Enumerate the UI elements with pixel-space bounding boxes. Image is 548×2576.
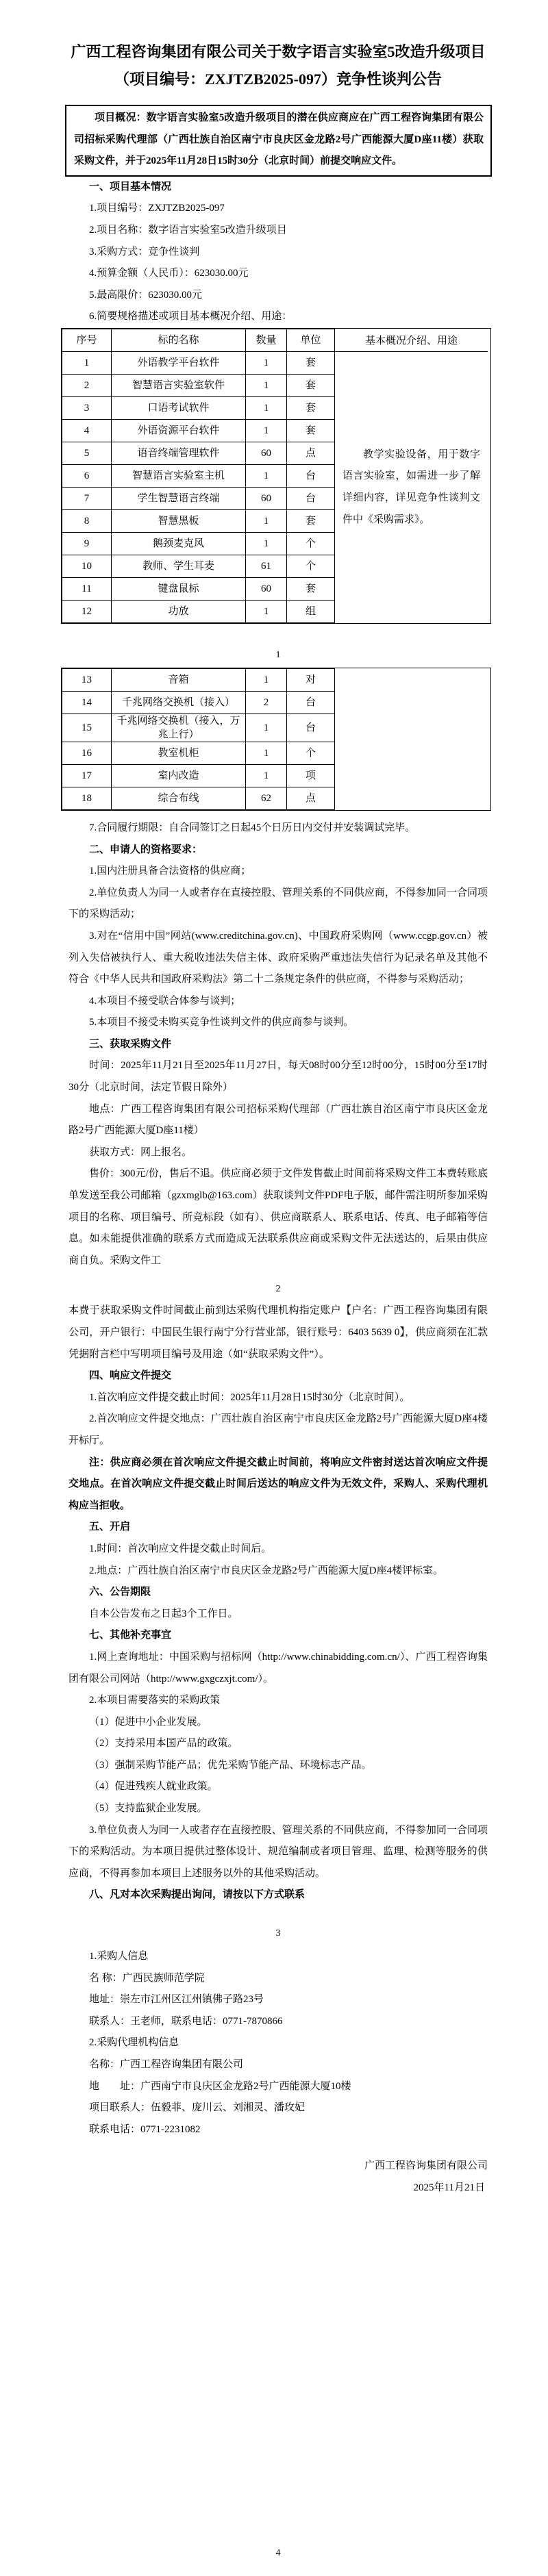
paragraph-text: 1.首次响应文件提交截止时间：2025年11月28日15时30分（北京时间）。 <box>89 1391 410 1403</box>
cell-qty: 60 <box>246 442 287 464</box>
cell-name: 音箱 <box>112 668 246 691</box>
paragraph <box>68 1300 488 1365</box>
paragraph-text: 2.本项目需要落实的采购政策 <box>89 1695 221 1706</box>
paragraph <box>68 2011 488 2033</box>
col-header-name: 标的名称 <box>112 329 246 351</box>
cell-unit: 个 <box>287 742 335 764</box>
cell-qty: 62 <box>246 787 287 809</box>
paragraph-text: 六、公告期限 <box>89 1587 151 1598</box>
table-row <box>62 442 335 464</box>
paragraph <box>68 1539 488 1561</box>
paragraph <box>68 242 488 264</box>
cell-name: 千兆网络交换机（接入，万兆上行） <box>112 714 246 742</box>
paragraph-text: 三、获取采购文件 <box>89 1038 172 1050</box>
cell-no: 7 <box>62 487 112 509</box>
paragraph-text: 1.时间：首次响应文件提交截止时间后。 <box>89 1543 272 1554</box>
cell-no: 10 <box>62 555 112 577</box>
cell-unit: 组 <box>287 600 335 622</box>
table-row <box>62 742 335 764</box>
paragraph <box>68 1099 488 1142</box>
cell-no: 4 <box>62 419 112 442</box>
cell-qty: 1 <box>246 464 287 487</box>
paragraph <box>68 1055 488 1098</box>
paragraph <box>68 1884 488 1906</box>
cell-qty: 1 <box>246 374 287 396</box>
cell-qty: 1 <box>246 742 287 764</box>
table-row <box>62 419 335 442</box>
col-header-unit: 单位 <box>287 329 335 351</box>
paragraph-text: 3.采购方式：竞争性谈判 <box>89 246 200 257</box>
paragraph-text: 3.单位负责人为同一人或者存在直接控股、管理关系的不同供应商，不得参加同一合同项下的采购活动。为本项目提供过整体设计、规范编制或者项目管理、监理、检测等服务的供应商，不得再参加本项目上述服务以外的其他采购活动。 <box>68 1824 488 1879</box>
cell-unit: 项 <box>287 764 335 787</box>
table-row <box>62 396 335 419</box>
cell-qty: 60 <box>246 487 287 509</box>
table-row <box>62 668 335 691</box>
table-row <box>62 351 335 374</box>
paragraph-text: 注：供应商必须在首次响应文件提交截止时间前，将响应文件密封送达首次响应文件提交地点。在首次响应文件提交截止时间后送达的响应文件为无效文件，采购人、采购代理机构应当拒收。 <box>68 1456 488 1511</box>
paragraph-text: 时间：2025年11月21日至2025年11月27日，每天08时00分至12时00分，15时00分至17时30分（北京时间，法定节假日除外） <box>68 1060 488 1094</box>
paragraph-text: 5.最高限价：623030.00元 <box>89 289 203 301</box>
cell-name: 口语考试软件 <box>112 396 246 419</box>
paragraph <box>68 2032 488 2054</box>
paragraph <box>68 1755 488 1777</box>
signature-block <box>68 2156 488 2199</box>
issue-date: 2025年11月21日 <box>413 2182 485 2193</box>
paragraph <box>68 1820 488 1885</box>
paragraph <box>68 177 488 199</box>
page-number-2: 2 <box>275 1284 281 1295</box>
paragraph <box>68 1409 488 1452</box>
paragraph <box>68 1690 488 1712</box>
paragraph <box>68 1604 488 1626</box>
cell-qty: 1 <box>246 419 287 442</box>
paragraph-text: （4）促进残疾人就业政策。 <box>89 1781 218 1793</box>
table-header-row <box>62 329 335 351</box>
cell-no: 1 <box>62 351 112 374</box>
paragraph <box>68 818 488 839</box>
cell-no: 8 <box>62 509 112 532</box>
cell-name: 教室机柜 <box>112 742 246 764</box>
paragraph-text: 一、项目基本情况 <box>89 181 172 192</box>
cell-name: 学生智慧语言终端 <box>112 487 246 509</box>
cell-name: 智慧语言实验室主机 <box>112 464 246 487</box>
paragraph <box>68 1582 488 1604</box>
paragraph <box>68 1517 488 1539</box>
items-table-grid-page2 <box>62 668 335 810</box>
cell-no: 14 <box>62 691 112 714</box>
paragraph-text: 1.国内注册具备合法资格的供应商； <box>89 866 251 877</box>
paragraph-text: 获取方式：网上报名。 <box>89 1146 192 1158</box>
paragraph <box>68 198 488 220</box>
table-row <box>62 464 335 487</box>
cell-unit: 对 <box>287 668 335 691</box>
table-row <box>62 487 335 509</box>
cell-name: 千兆网络交换机（接入） <box>112 691 246 714</box>
cell-no: 17 <box>62 764 112 787</box>
cell-no: 18 <box>62 787 112 809</box>
paragraph <box>68 2054 488 2076</box>
table-row <box>62 600 335 622</box>
paragraph-text: 2.采购代理机构信息 <box>89 2037 179 2049</box>
cell-name: 功放 <box>112 600 246 622</box>
cell-name: 智慧语言实验室软件 <box>112 374 246 396</box>
paragraph <box>68 1365 488 1387</box>
paragraph-text: 本费于获取采购文件时间截止前到达采购代理机构指定账户【户名：广西工程咨询集团有限公司，开户银行：中国民生银行南宁分行营业部，银行账号：6403 5639 0】，供应商须在汇款凭据附言栏中写明项目编号及用途（如“获取采购文件”）。 <box>68 1305 488 1360</box>
cell-name: 键盘鼠标 <box>112 577 246 600</box>
paragraph <box>68 991 488 1013</box>
cell-no: 13 <box>62 668 112 691</box>
paragraph-text: 五、开启 <box>89 1521 131 1533</box>
paragraph <box>68 1733 488 1755</box>
table-row <box>62 691 335 714</box>
paragraph <box>68 2119 488 2141</box>
paragraph <box>68 285 488 307</box>
paragraph <box>68 1989 488 2011</box>
paragraph-text: 地 址：广西南宁市良庆区金龙路2号广西能源大厦10楼 <box>89 2080 351 2092</box>
col-header-description: 基本概况介绍、用途 <box>335 329 488 352</box>
contact-section <box>68 1946 488 2141</box>
project-overview-text: 项目概况：数字语言实验室5改造升级项目的潜在供应商应在广西工程咨询集团有限公司招标采购代理部（广西壮族自治区南宁市良庆区金龙路2号广西能源大厦D座11楼）获取采购文件，并于2025年11月28日15时30分（北京时间）前提交响应文件。 <box>74 112 484 167</box>
cell-name: 综合布线 <box>112 787 246 809</box>
paragraph-text: 4.本项目不接受联合体参与谈判； <box>89 995 241 1007</box>
cell-unit: 个 <box>287 532 335 555</box>
cell-no: 11 <box>62 577 112 600</box>
paragraph-text: 八、凡对本次采购提出询问，请按以下方式联系 <box>89 1889 306 1901</box>
cell-unit: 个 <box>287 555 335 577</box>
cell-name: 室内改造 <box>112 764 246 787</box>
section-body-a <box>68 818 488 1272</box>
cell-no: 3 <box>62 396 112 419</box>
page-number-4: 4 <box>275 2547 281 2558</box>
cell-name: 教师、学生耳麦 <box>112 555 246 577</box>
paragraph <box>68 2097 488 2119</box>
paragraph-text: 1.项目编号：ZXJTZB2025-097 <box>89 203 225 214</box>
cell-no: 5 <box>62 442 112 464</box>
cell-unit: 台 <box>287 487 335 509</box>
paragraph-text: 自本公告发布之日起3个工作日。 <box>89 1608 238 1619</box>
cell-unit: 点 <box>287 442 335 464</box>
intro-section <box>68 177 488 328</box>
paragraph-text: （5）支持监狱企业发展。 <box>89 1803 208 1815</box>
paragraph-text: 4.预算金额（人民币）：623030.00元 <box>89 268 249 279</box>
cell-unit: 套 <box>287 351 335 374</box>
cell-no: 12 <box>62 600 112 622</box>
col-header-qty: 数量 <box>246 329 287 351</box>
paragraph <box>68 2076 488 2098</box>
paragraph-text: 5.本项目不接受未购买竞争性谈判文件的供应商参与谈判。 <box>89 1017 354 1028</box>
items-table-page1 <box>61 328 491 624</box>
description-text: 教学实验设备，用于数字语言实验室，如需进一步了解详细内容，详见竞争性谈判文件中《采购需求》。 <box>342 449 480 525</box>
document-title-line2: （项目编号：ZXJTZB2025-097）竞争性谈判公告 <box>114 71 442 88</box>
cell-name: 智慧黑板 <box>112 509 246 532</box>
paragraph-text: 名称：广西工程咨询集团有限公司 <box>89 2059 244 2070</box>
cell-unit: 套 <box>287 509 335 532</box>
paragraph <box>68 1142 488 1164</box>
table-row <box>62 555 335 577</box>
paragraph-text: 四、响应文件提交 <box>89 1370 172 1382</box>
paragraph-text: （2）支持采用本国产品的政策。 <box>89 1738 238 1750</box>
cell-qty: 60 <box>246 577 287 600</box>
table-row <box>62 509 335 532</box>
paragraph <box>68 1647 488 1690</box>
paragraph <box>68 1387 488 1409</box>
document-title <box>68 38 488 93</box>
paragraph-text: 2.单位负责人为同一人或者存在直接控股、管理关系的不同供应商，不得参加同一合同项下的采购活动； <box>68 887 488 920</box>
cell-qty: 1 <box>246 509 287 532</box>
paragraph-text: 七、其他补充事宜 <box>89 1630 172 1641</box>
paragraph <box>68 1712 488 1734</box>
paragraph-text: 地址：崇左市江州区江州镇佛子路23号 <box>89 1994 264 2006</box>
table-row <box>62 714 335 742</box>
description-cell <box>335 352 488 623</box>
issuer-company: 广西工程咨询集团有限公司 <box>364 2160 488 2172</box>
items-table-page2 <box>61 668 491 811</box>
cell-qty: 1 <box>246 714 287 742</box>
paragraph <box>68 263 488 285</box>
paragraph-text: （3）强制采购节能产品；优先采购节能产品、环境标志产品。 <box>89 1759 372 1771</box>
cell-no: 2 <box>62 374 112 396</box>
paragraph-text: 项目联系人：伍毅菲、庞川云、刘湘灵、潘玫妃 <box>89 2102 306 2114</box>
cell-unit: 套 <box>287 577 335 600</box>
cell-qty: 1 <box>246 668 287 691</box>
cell-unit: 套 <box>287 374 335 396</box>
paragraph-text: 地点：广西工程咨询集团有限公司招标采购代理部（广西壮族自治区南宁市良庆区金龙路2号广西能源大厦D座11楼） <box>68 1103 488 1137</box>
paragraph <box>68 861 488 883</box>
cell-qty: 1 <box>246 764 287 787</box>
table-row <box>62 787 335 809</box>
cell-name: 鹅颈麦克风 <box>112 532 246 555</box>
cell-qty: 2 <box>246 691 287 714</box>
paragraph-text: 2.项目名称：数字语言实验室5改造升级项目 <box>89 224 287 236</box>
table-row <box>62 764 335 787</box>
paragraph <box>68 1968 488 1990</box>
paragraph-text: （1）促进中小企业发展。 <box>89 1716 208 1728</box>
cell-name: 语音终端管理软件 <box>112 442 246 464</box>
paragraph-text: 名 称：广西民族师范学院 <box>89 1972 205 1984</box>
paragraph-text: 2.地点：广西壮族自治区南宁市良庆区金龙路2号广西能源大厦D座4楼评标室。 <box>89 1565 444 1576</box>
paragraph-text: 1.采购人信息 <box>89 1951 149 1962</box>
section-body-b <box>68 1300 488 1906</box>
document-title-line1: 广西工程咨询集团有限公司关于数字语言实验室5改造升级项目 <box>71 43 486 60</box>
cell-unit: 套 <box>287 396 335 419</box>
paragraph <box>68 1946 488 1968</box>
page-number-3: 3 <box>275 1928 281 1939</box>
cell-qty: 1 <box>246 532 287 555</box>
paragraph <box>68 926 488 991</box>
paragraph-text: 二、申请人的资格要求： <box>89 844 203 855</box>
cell-unit: 点 <box>287 787 335 809</box>
paragraph-text: 3.对在“信用中国”网站(www.creditchina.gov.cn)、中国政府采购网（www.ccgp.gov.cn）被列入失信被执行人、重大税收违法失信主体、政府采购严重违法失信行为记录名单及其他不符合《中华人民共和国政府采购法》第二十二条规定条件的供应商，不得参与采购活动； <box>68 930 488 985</box>
paragraph <box>68 1776 488 1798</box>
paragraph-text: 7.合同履行期限：自合同签订之日起45个日历日内交付并安装调试完毕。 <box>89 822 416 833</box>
paragraph-text: 1.网上查询地址：中国采购与招标网（http://www.chinabidding.com.cn/）、广西工程咨询集团有限公司网站（http://www.gxgczxjt.com/）。 <box>68 1651 488 1684</box>
paragraph <box>68 1163 488 1272</box>
items-table-grid-page1 <box>62 329 335 623</box>
paragraph <box>68 1012 488 1034</box>
paragraph <box>68 306 488 328</box>
cell-qty: 1 <box>246 396 287 419</box>
cell-no: 9 <box>62 532 112 555</box>
cell-no: 15 <box>62 714 112 742</box>
cell-unit: 台 <box>287 714 335 742</box>
cell-no: 16 <box>62 742 112 764</box>
paragraph <box>68 1452 488 1517</box>
description-column <box>335 329 488 623</box>
cell-unit: 台 <box>287 464 335 487</box>
table-row <box>62 374 335 396</box>
cell-name: 外语教学平台软件 <box>112 351 246 374</box>
cell-unit: 套 <box>287 419 335 442</box>
paragraph-text: 2.首次响应文件提交地点：广西壮族自治区南宁市良庆区金龙路2号广西能源大厦D座4楼开标厅。 <box>68 1413 488 1446</box>
page-number-1: 1 <box>275 649 281 660</box>
paragraph <box>68 1561 488 1582</box>
paragraph-text: 售价：300元/份，售后不退。供应商必须于文件发售截止时间前将采购文件工本费转账底单发送至我公司邮箱（gzxmglb@163.com）获取谈判文件PDF电子版，邮件需注明所参加采购项目的名称、项目编号、所竞标段（如有）、供应商联系人、联系电话、传真、电子邮箱等信息。如未能提供准确的联系方式而造成无法联系供应商或采购文件无法送达的，后果由供应商自负。采购文件工 <box>68 1168 488 1266</box>
paragraph <box>68 883 488 926</box>
table-row <box>62 577 335 600</box>
cell-qty: 1 <box>246 351 287 374</box>
cell-qty: 61 <box>246 555 287 577</box>
cell-qty: 1 <box>246 600 287 622</box>
paragraph-text: 联系人：王老师，联系电话：0771-7870866 <box>89 2015 283 2027</box>
cell-no: 6 <box>62 464 112 487</box>
cell-name: 外语资源平台软件 <box>112 419 246 442</box>
paragraph <box>68 1798 488 1820</box>
paragraph-text: 联系电话：0771-2231082 <box>89 2123 201 2135</box>
paragraph <box>68 1625 488 1647</box>
paragraph <box>68 839 488 861</box>
paragraph <box>68 220 488 242</box>
paragraph <box>68 1034 488 1056</box>
description-cell-empty <box>335 668 488 810</box>
col-header-no: 序号 <box>62 329 112 351</box>
paragraph-text: 6.简要规格描述或项目基本概况介绍、用途： <box>89 311 292 323</box>
cell-unit: 台 <box>287 691 335 714</box>
description-column-empty <box>335 668 488 810</box>
table-row <box>62 532 335 555</box>
project-overview-box <box>65 105 492 177</box>
